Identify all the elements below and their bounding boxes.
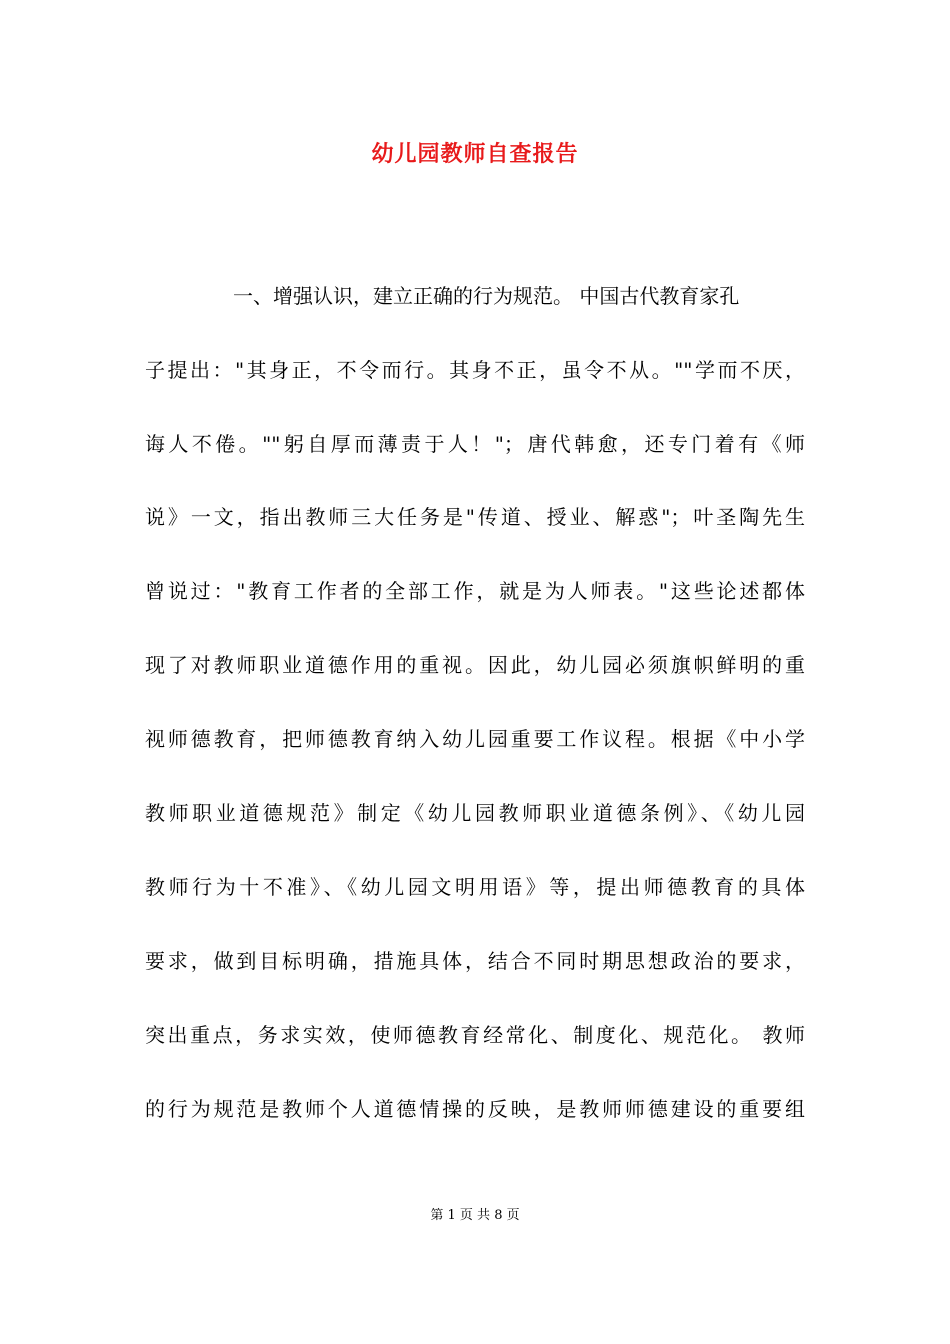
paragraph-line-1: 一、增强认识，建立正确的行为规范。 中国古代教育家孔: [233, 284, 740, 308]
document-title: 幼儿园教师自查报告: [371, 141, 579, 167]
paragraph-line-2: 子提出："其身正，不令而行。其身不正，虽令不从。""学而不厌，: [145, 358, 805, 382]
paragraph-line-10: 要求，做到目标明确，措施具体，结合不同时期思想政治的要求，: [145, 949, 805, 973]
paragraph-line-11: 突出重点，务求实效，使师德教育经常化、制度化、规范化。 教师: [145, 1023, 805, 1047]
paragraph-line-12: 的行为规范是教师个人道德情操的反映，是教师师德建设的重要组: [145, 1097, 805, 1121]
paragraph-line-5: 曾说过："教育工作者的全部工作，就是为人师表。"这些论述都体: [145, 579, 805, 603]
paragraph-line-3: 诲人不倦。""躬自厚而薄责于人！"；唐代韩愈，还专门着有《师: [145, 432, 805, 456]
paragraph-line-7: 视师德教育，把师德教育纳入幼儿园重要工作议程。根据《中小学: [145, 727, 805, 751]
paragraph-line-8: 教师职业道德规范》制定《幼儿园教师职业道德条例》、《幼儿园: [145, 801, 805, 825]
paragraph-line-4: 说》一文，指出教师三大任务是"传道、授业、解惑"；叶圣陶先生: [145, 505, 805, 529]
paragraph-line-9: 教师行为十不准》、《幼儿园文明用语》等，提出师德教育的具体: [145, 875, 805, 899]
page-number-footer: 第 1 页 共 8 页: [430, 1208, 520, 1223]
paragraph-line-6: 现了对教师职业道德作用的重视。因此，幼儿园必须旗帜鲜明的重: [145, 653, 805, 677]
